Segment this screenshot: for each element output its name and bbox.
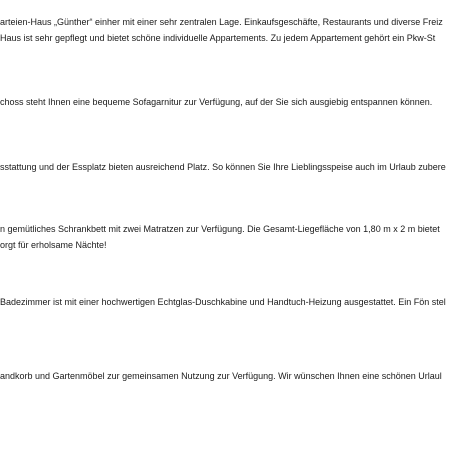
paragraph-line: orgt für erholsame Nächte! [0, 240, 107, 250]
paragraph-line: n gemütliches Schrankbett mit zwei Matratzen zur Verfügung. Die Gesamt-Liegefläche von 1,80 m x 2 m bietet [0, 224, 440, 234]
paragraph-line: choss steht Ihnen eine bequeme Sofagarnitur zur Verfügung, auf der Sie sich ausgiebig entspannen können. [0, 97, 433, 107]
paragraph-garden [0, 368, 450, 384]
paragraph-kitchen [0, 159, 450, 175]
paragraph-bedroom [0, 221, 450, 253]
paragraph-location [0, 14, 450, 46]
paragraph-line: Haus ist sehr gepflegt und bietet schöne individuelle Appartements. Zu jedem Appartement gehört ein Pkw-St [0, 33, 436, 43]
paragraph-line: arteien-Haus „Günther“ einher mit einer sehr zentralen Lage. Einkaufsgeschäfte, Restaurants und diverse Freiz [0, 17, 443, 27]
paragraph-living-room [0, 94, 450, 110]
paragraph-line: Badezimmer ist mit einer hochwertigen Echtglas-Duschkabine und Handtuch-Heizung ausgestattet. Ein Fön stel [0, 297, 446, 307]
paragraph-line: andkorb und Gartenmöbel zur gemeinsamen Nutzung zur Verfügung. Wir wünschen Ihnen eine schönen Urlaul [0, 371, 442, 381]
paragraph-line: sstattung und der Essplatz bieten ausreichend Platz. So können Sie Ihre Lieblingsspeise auch im Urlaub zubere [0, 162, 446, 172]
paragraph-bathroom [0, 294, 450, 310]
